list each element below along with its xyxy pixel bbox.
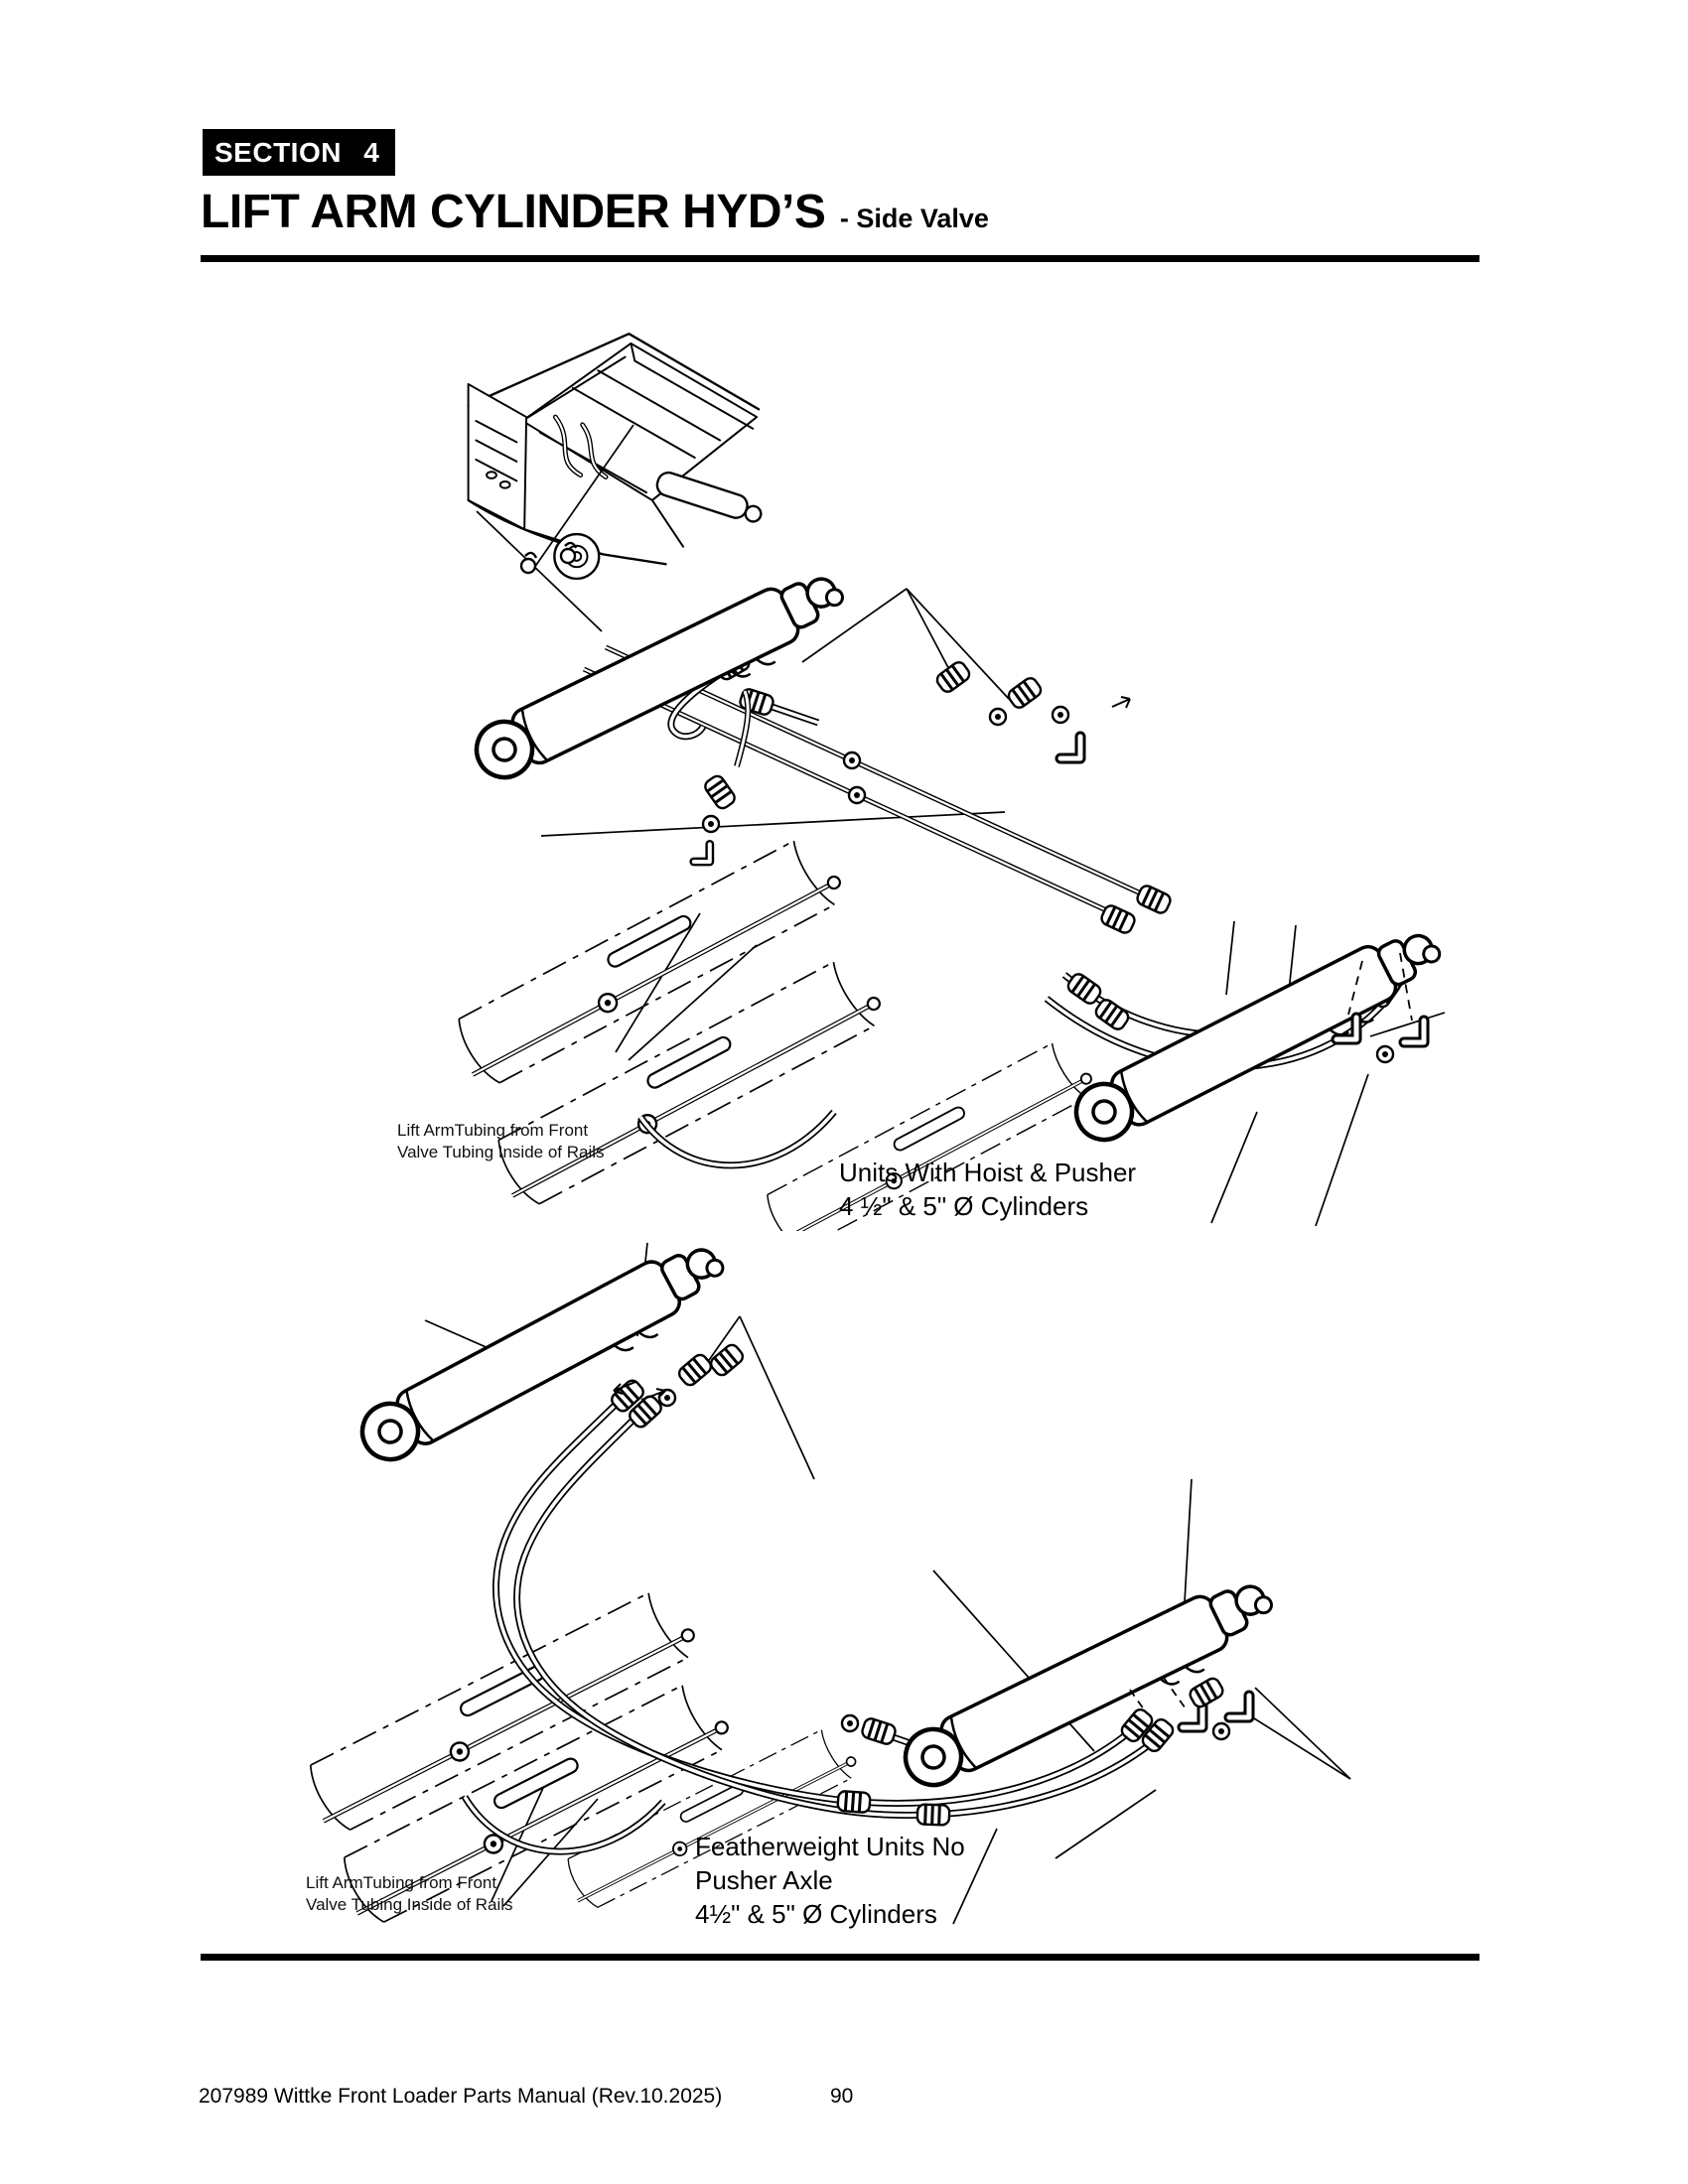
fig2-caption-line1: Featherweight Units No <box>695 1832 965 1861</box>
featherweight-diagram <box>298 1241 1450 1926</box>
page-title-main: LIFT ARM CYLINDER HYD’S <box>201 186 826 238</box>
fig1-leader-lines <box>477 425 1445 1226</box>
fig1-caption <box>839 1156 1136 1223</box>
fig2-note <box>306 1872 513 1916</box>
page-title <box>201 185 989 239</box>
fig1-note <box>397 1120 605 1163</box>
fig1-caption-line1: Units With Hoist & Pusher <box>839 1158 1137 1187</box>
fig2-lift-cylinder-left <box>352 1241 737 1480</box>
fig2-note-line1: Lift ArmTubing from Front <box>306 1873 497 1892</box>
fig1-lift-cylinder-left <box>467 561 856 797</box>
fig2-hoses <box>495 1378 1175 1826</box>
title-rule <box>201 255 1479 262</box>
fig2-caption <box>695 1830 965 1931</box>
page-title-subtitle: - Side Valve <box>839 204 989 233</box>
section-badge: SECTION 4 <box>203 129 395 176</box>
fig1-note-line1: Lift ArmTubing from Front <box>397 1121 589 1140</box>
hoist-pusher-diagram <box>417 417 1450 1231</box>
footer-page-number: 90 <box>830 2085 854 2108</box>
fig2-note-line2: Valve Tubing Inside of Rails <box>306 1895 513 1914</box>
footer-manual-title: 207989 Wittke Front Loader Parts Manual (Rev.10.2025) <box>199 2085 723 2108</box>
fig2-caption-line3: 4½" & 5" Ø Cylinders <box>695 1899 937 1929</box>
fig1-lift-cylinder-right <box>1066 917 1450 1160</box>
fig2-caption-line2: Pusher Axle <box>695 1865 833 1895</box>
fig1-caption-line2: 4 ½" & 5" Ø Cylinders <box>839 1191 1089 1221</box>
fig1-note-line2: Valve Tubing Inside of Rails <box>397 1143 605 1161</box>
footer-rule <box>201 1954 1479 1961</box>
